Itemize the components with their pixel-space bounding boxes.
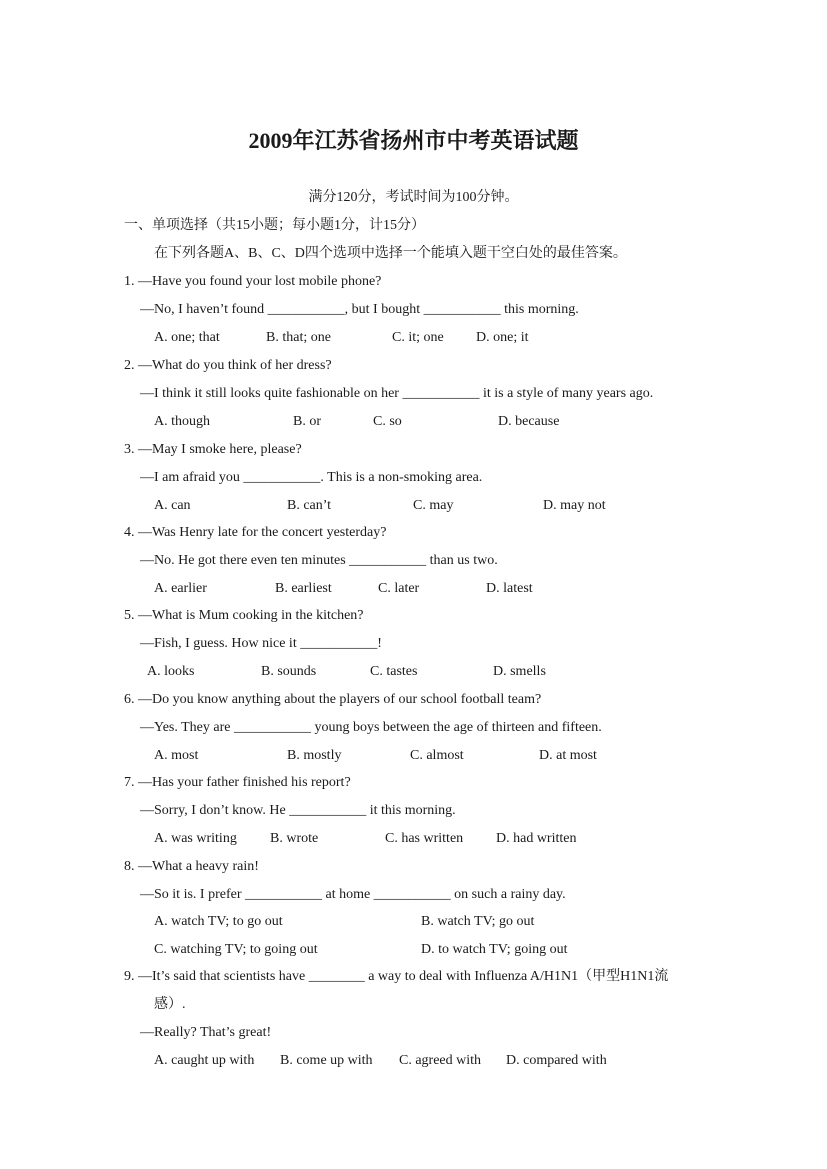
question-8-stem: 8. —What a heavy rain! — [124, 859, 259, 874]
question-3-option-d: D. may not — [543, 498, 606, 513]
question-5-option-b: B. sounds — [261, 664, 317, 679]
question-1-option-c: C. it; one — [392, 330, 444, 345]
question-8-option-c: C. watching TV; to going out — [154, 942, 318, 957]
question-5-option-d: D. smells — [493, 664, 546, 679]
question-9-stem-continued: 感）. — [154, 997, 186, 1012]
question-7-reply: —Sorry, I don’t know. He ___________ it this morning. — [140, 803, 456, 818]
question-8-option-b: B. watch TV; go out — [421, 914, 535, 929]
question-4-option-a: A. earlier — [154, 581, 207, 596]
question-5-option-a: A. looks — [147, 664, 195, 679]
question-3-stem: 3. —May I smoke here, please? — [124, 442, 302, 457]
question-1-reply: —No, I haven’t found ___________, but I bought ___________ this morning. — [140, 302, 579, 317]
question-8-reply: —So it is. I prefer ___________ at home ___________ on such a rainy day. — [140, 887, 566, 902]
question-6-stem: 6. —Do you know anything about the players of our school football team? — [124, 692, 542, 707]
page-title: 2009年江苏省扬州市中考英语试题 — [248, 128, 579, 153]
question-1-option-d: D. one; it — [476, 330, 529, 345]
question-6-option-d: D. at most — [539, 748, 597, 763]
question-9-option-b: B. come up with — [280, 1053, 373, 1068]
question-9-reply: —Really? That’s great! — [140, 1025, 272, 1040]
question-6-option-b: B. mostly — [287, 748, 342, 763]
question-2-option-c: C. so — [373, 414, 402, 429]
question-7-option-b: B. wrote — [270, 831, 319, 846]
question-5-stem: 5. —What is Mum cooking in the kitchen? — [124, 608, 364, 623]
question-2-option-a: A. though — [154, 414, 210, 429]
question-6-reply: —Yes. They are ___________ young boys between the age of thirteen and fifteen. — [140, 720, 602, 735]
question-7-option-d: D. had written — [496, 831, 577, 846]
question-1-stem: 1. —Have you found your lost mobile phone? — [124, 274, 382, 289]
question-8-option-d: D. to watch TV; going out — [421, 942, 568, 957]
question-4-option-d: D. latest — [486, 581, 533, 596]
question-6-option-c: C. almost — [410, 748, 464, 763]
question-6-option-a: A. most — [154, 748, 199, 763]
question-5-option-c: C. tastes — [370, 664, 418, 679]
question-8-option-a: A. watch TV; to go out — [154, 914, 283, 929]
question-2-reply: —I think it still looks quite fashionable on her ___________ it is a style of many years ago. — [140, 386, 654, 401]
question-2-stem: 2. —What do you think of her dress? — [124, 358, 332, 373]
question-3-option-a: A. can — [154, 498, 191, 513]
question-9-option-c: C. agreed with — [399, 1053, 482, 1068]
question-4-option-c: C. later — [378, 581, 420, 596]
question-9-option-a: A. caught up with — [154, 1053, 255, 1068]
question-9-stem: 9. —It’s said that scientists have ________ a way to deal with Influenza A/H1N1（甲型H1N1流 — [124, 969, 669, 984]
question-4-stem: 4. —Was Henry late for the concert yesterday? — [124, 525, 387, 540]
question-4-reply: —No. He got there even ten minutes ___________ than us two. — [140, 553, 498, 568]
question-3-reply: —I am afraid you ___________. This is a non-smoking area. — [140, 470, 483, 485]
question-1-option-b: B. that; one — [266, 330, 331, 345]
question-7-option-a: A. was writing — [154, 831, 237, 846]
section-heading: 一、单项选择（共15小题；每小题1分，计15分） — [124, 218, 425, 233]
question-7-stem: 7. —Has your father finished his report? — [124, 775, 351, 790]
question-5-reply: —Fish, I guess. How nice it ___________! — [140, 636, 382, 651]
exam-info: 满分120分，考试时间为100分钟。 — [308, 190, 519, 205]
question-1-option-a: A. one; that — [154, 330, 220, 345]
question-4-option-b: B. earliest — [275, 581, 332, 596]
question-9-option-d: D. compared with — [506, 1053, 607, 1068]
section-instruction: 在下列各题A、B、C、D四个选项中选择一个能填入题干空白处的最佳答案。 — [154, 246, 627, 261]
question-3-option-c: C. may — [413, 498, 454, 513]
question-2-option-d: D. because — [498, 414, 560, 429]
question-7-option-c: C. has written — [385, 831, 464, 846]
question-3-option-b: B. can’t — [287, 498, 332, 513]
question-2-option-b: B. or — [293, 414, 321, 429]
